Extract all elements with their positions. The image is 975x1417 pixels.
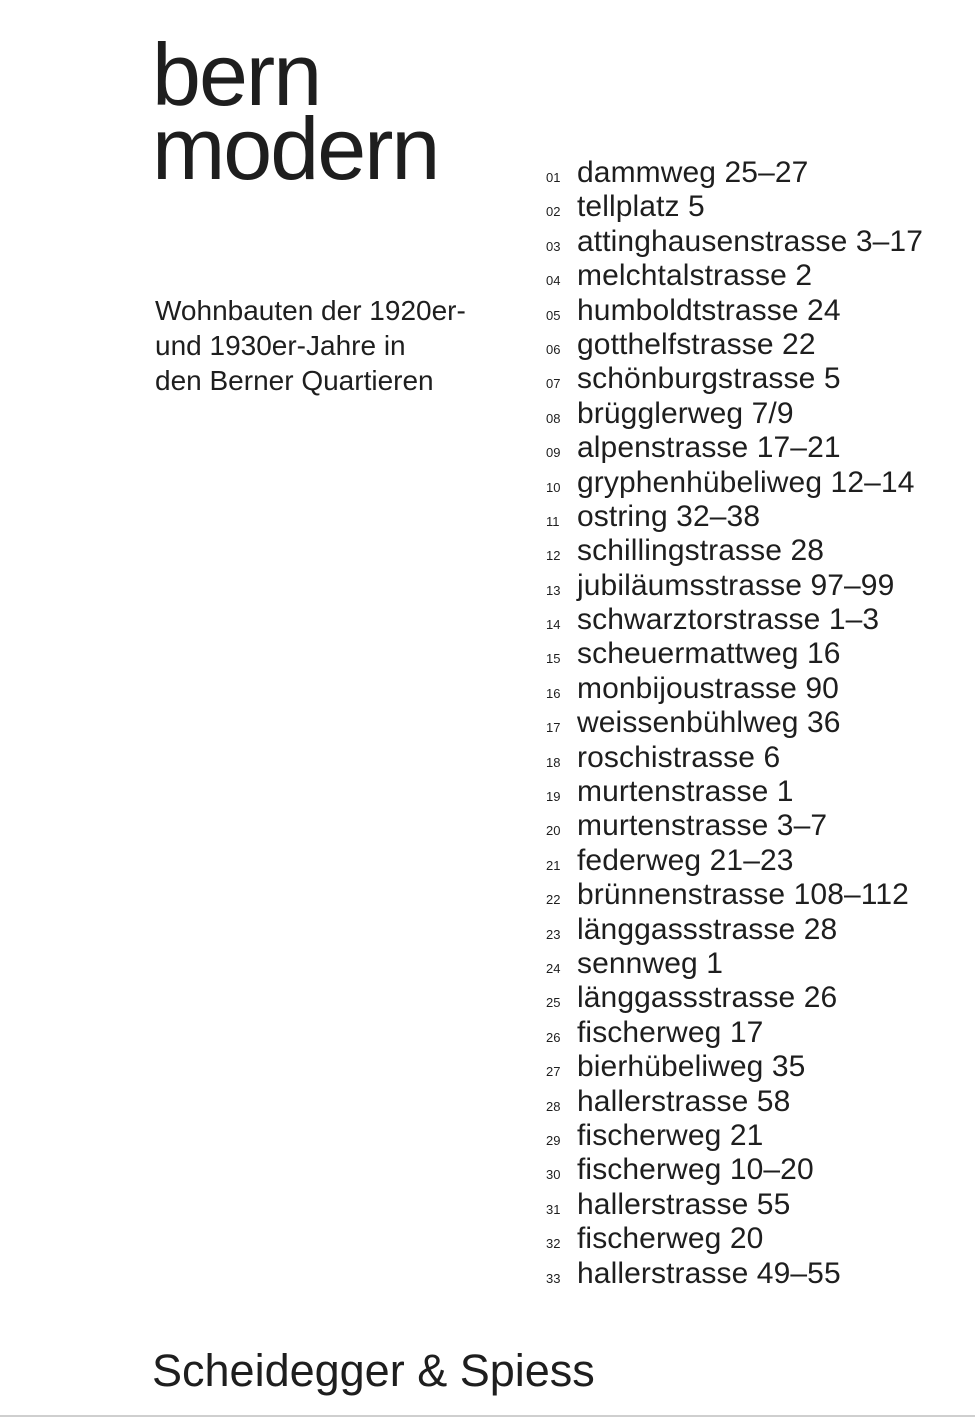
list-item-number: 07: [546, 376, 561, 392]
list-item: [546, 500, 923, 534]
list-item-number: 14: [546, 617, 561, 633]
list-item-address: weissenbühlweg 36: [577, 706, 841, 740]
list-item-address: fischerweg 20: [577, 1222, 764, 1256]
list-item-address: alpenstrasse 17–21: [577, 431, 841, 465]
list-item: [546, 809, 923, 843]
list-item: [546, 294, 923, 328]
list-item-address: fischerweg 10–20: [577, 1153, 814, 1187]
list-item-address: brünnenstrasse 108–112: [577, 878, 909, 912]
list-item: [546, 534, 923, 568]
list-item-number: 06: [546, 341, 561, 357]
list-item-number: 09: [546, 445, 561, 461]
list-item: [546, 259, 923, 293]
list-item-address: schwarztorstrasse 1–3: [577, 603, 880, 637]
list-item-address: hallerstrasse 58: [577, 1084, 791, 1118]
list-item: [546, 603, 923, 637]
book-title: [152, 25, 439, 198]
list-item-number: 33: [546, 1270, 561, 1286]
list-item-address: schönburgstrasse 5: [577, 362, 841, 396]
list-item-number: 02: [546, 204, 561, 220]
list-item-address: murtenstrasse 3–7: [577, 809, 828, 843]
list-item-address: federweg 21–23: [577, 843, 794, 877]
list-item-address: sennweg 1: [577, 946, 724, 980]
list-item-address: melchtalstrasse 2: [577, 259, 813, 293]
list-item-number: 31: [546, 1201, 561, 1217]
list-item: [546, 672, 923, 706]
list-item: [546, 397, 923, 431]
list-item-number: 19: [546, 789, 561, 805]
list-item-address: gryphenhübeliweg 12–14: [577, 465, 915, 499]
list-item: [546, 981, 923, 1015]
book-subtitle: [155, 293, 535, 398]
publisher-name: Scheidegger & Spiess: [152, 1345, 595, 1396]
list-item-number: 08: [546, 410, 561, 426]
list-item-address: ostring 32–38: [577, 499, 761, 533]
list-item: [546, 1188, 923, 1222]
list-item-number: 17: [546, 720, 561, 736]
list-item-number: 30: [546, 1167, 561, 1183]
list-item: [546, 706, 923, 740]
book-title-line-1: bern: [152, 25, 321, 124]
list-item: [546, 328, 923, 362]
list-item-number: 32: [546, 1236, 561, 1252]
list-item-address: länggassstrasse 28: [577, 912, 838, 946]
list-item: [546, 1050, 923, 1084]
list-item-number: 16: [546, 685, 561, 701]
list-item: [546, 431, 923, 465]
list-item-address: monbijoustrasse 90: [577, 671, 839, 705]
list-item: [546, 637, 923, 671]
subtitle-line-2: und 1930er-Jahre in: [155, 330, 406, 361]
list-item: [546, 878, 923, 912]
list-item: [546, 1222, 923, 1256]
list-item-number: 04: [546, 273, 561, 289]
list-item-address: schillingstrasse 28: [577, 534, 825, 568]
list-item: [546, 156, 923, 190]
list-item-address: scheuermattweg 16: [577, 637, 841, 671]
list-item-number: 03: [546, 238, 561, 254]
list-item-address: gotthelfstrasse 22: [577, 327, 816, 361]
list-item: [546, 466, 923, 500]
list-item-number: 21: [546, 857, 561, 873]
book-title-line-2: modern: [152, 99, 439, 198]
list-item-number: 10: [546, 479, 561, 495]
list-item: [546, 569, 923, 603]
list-item-address: länggassstrasse 26: [577, 981, 838, 1015]
list-item-address: roschistrasse 6: [577, 740, 781, 774]
list-item: [546, 844, 923, 878]
list-item-address: dammweg 25–27: [577, 156, 809, 189]
list-item: [546, 190, 923, 224]
list-item: [546, 225, 923, 259]
list-item-address: brügglerweg 7/9: [577, 396, 794, 430]
list-item: [546, 1016, 923, 1050]
list-item-number: 29: [546, 1132, 561, 1148]
list-item-number: 22: [546, 892, 561, 908]
list-item: [546, 913, 923, 947]
list-item-address: fischerweg 17: [577, 1015, 764, 1049]
list-item-number: 12: [546, 548, 561, 564]
list-item-number: 01: [546, 170, 561, 185]
list-item-number: 24: [546, 960, 561, 976]
list-item-address: attinghausenstrasse 3–17: [577, 224, 923, 258]
list-item-number: 23: [546, 926, 561, 942]
list-item-number: 13: [546, 582, 561, 598]
list-item-address: bierhübeliweg 35: [577, 1050, 806, 1084]
list-item-number: 05: [546, 307, 561, 323]
list-item: [546, 362, 923, 396]
list-item: [546, 1119, 923, 1153]
list-item: [546, 947, 923, 981]
list-item: [546, 1257, 923, 1291]
list-item-number: 20: [546, 823, 561, 839]
list-item-number: 27: [546, 1064, 561, 1080]
list-item-number: 18: [546, 754, 561, 770]
list-item-number: 26: [546, 1029, 561, 1045]
list-item-address: hallerstrasse 49–55: [577, 1256, 841, 1290]
list-item-address: murtenstrasse 1: [577, 775, 794, 809]
list-item: [546, 1153, 923, 1187]
subtitle-line-1: Wohnbauten der 1920er-: [155, 295, 466, 326]
list-item: [546, 741, 923, 775]
list-item-address: humboldtstrasse 24: [577, 293, 841, 327]
list-item-number: 25: [546, 995, 561, 1011]
list-item-address: fischerweg 21: [577, 1118, 764, 1152]
list-item: [546, 1085, 923, 1119]
list-item-address: jubiläumsstrasse 97–99: [577, 568, 895, 602]
list-item-number: 11: [546, 513, 560, 529]
subtitle-line-3: den Berner Quartieren: [155, 365, 434, 396]
list-item-number: 15: [546, 651, 561, 667]
list-item-address: hallerstrasse 55: [577, 1187, 791, 1221]
address-list: [546, 156, 923, 1291]
list-item-address: tellplatz 5: [577, 190, 705, 224]
list-item: [546, 775, 923, 809]
list-item-number: 28: [546, 1098, 561, 1114]
